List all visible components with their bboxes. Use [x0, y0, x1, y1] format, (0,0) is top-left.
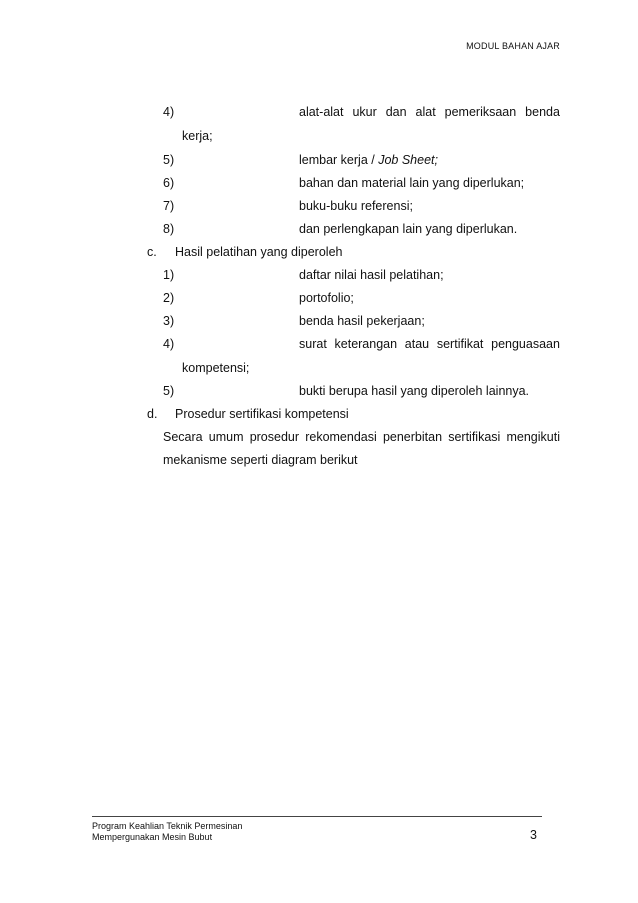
section-letter: d. — [147, 407, 158, 421]
list-item-c3 — [0, 314, 638, 332]
list-item-b8 — [0, 222, 638, 240]
list-item-continuation — [0, 129, 638, 147]
list-item-text — [299, 337, 560, 351]
list-item-text — [299, 105, 560, 119]
list-item-continuation-text: kompetensi; — [182, 361, 250, 375]
footer-divider — [92, 816, 542, 817]
word: penguasaan — [491, 337, 560, 351]
running-header: MODUL BAHAN AJAR — [466, 41, 560, 51]
list-item-text: dan perlengkapan lain yang diperlukan. — [299, 222, 518, 236]
word: pemeriksaan — [444, 105, 517, 119]
footer-subject: Mempergunakan Mesin Bubut — [92, 832, 213, 842]
word: prosedur — [249, 430, 300, 444]
word: Secara — [163, 430, 203, 444]
list-item-number: 7) — [163, 199, 175, 213]
word: dan — [385, 105, 407, 119]
list-item-text: buku-buku referensi; — [299, 199, 413, 213]
section-title: Hasil pelatihan yang diperoleh — [175, 245, 343, 259]
list-item-number: 4) — [163, 105, 175, 119]
list-item-b5 — [0, 153, 638, 171]
list-item-c1 — [0, 268, 638, 286]
list-item-text: portofolio; — [299, 291, 354, 305]
list-item-continuation — [0, 361, 638, 379]
footer-text — [92, 821, 242, 843]
list-item-continuation-text: kerja; — [182, 129, 213, 143]
word: keterangan — [334, 337, 398, 351]
list-item-text-plain: lembar kerja / — [299, 153, 379, 167]
footer-program: Program Keahlian Teknik Permesinan — [92, 821, 243, 831]
list-item-number: 1) — [163, 268, 175, 282]
list-item-number: 5) — [163, 384, 175, 398]
section-letter: c. — [147, 245, 157, 259]
list-item-c4 — [0, 337, 638, 355]
list-item-number: 4) — [163, 337, 175, 351]
section-c-heading — [0, 245, 638, 263]
list-item-text: bukti berupa hasil yang diperoleh lainnya. — [299, 384, 530, 398]
list-item-number: 5) — [163, 153, 175, 167]
list-item-text: bahan dan material lain yang diperlukan; — [299, 176, 525, 190]
word: sertifikasi — [448, 430, 501, 444]
list-item-b4 — [0, 105, 638, 123]
paragraph-text: mekanisme seperti diagram berikut — [163, 453, 358, 467]
list-item-text: daftar nilai hasil pelatihan; — [299, 268, 444, 282]
word: mengikuti — [506, 430, 560, 444]
word: penerbitan — [382, 430, 443, 444]
page-number: 3 — [530, 828, 537, 842]
section-title: Prosedur sertifikasi kompetensi — [175, 407, 349, 421]
word: alat-alat — [299, 105, 344, 119]
list-item-text — [299, 153, 438, 167]
list-item-number: 8) — [163, 222, 175, 236]
list-item-b7 — [0, 199, 638, 217]
list-item-b6 — [0, 176, 638, 194]
word: atau — [404, 337, 430, 351]
paragraph-text — [163, 430, 560, 444]
word: umum — [208, 430, 244, 444]
list-item-number: 2) — [163, 291, 175, 305]
list-item-text: benda hasil pekerjaan; — [299, 314, 425, 328]
list-item-c5 — [0, 384, 638, 402]
word: benda — [525, 105, 560, 119]
list-item-number: 3) — [163, 314, 175, 328]
paragraph-line — [0, 453, 638, 471]
word: rekomendasi — [305, 430, 377, 444]
list-item-number: 6) — [163, 176, 175, 190]
word: alat — [415, 105, 436, 119]
list-item-text-italic: Job Sheet; — [378, 153, 438, 167]
paragraph-line — [0, 430, 638, 448]
section-d-heading — [0, 407, 638, 425]
word: ukur — [352, 105, 377, 119]
word: surat — [299, 337, 327, 351]
list-item-c2 — [0, 291, 638, 309]
word: sertifikat — [436, 337, 484, 351]
